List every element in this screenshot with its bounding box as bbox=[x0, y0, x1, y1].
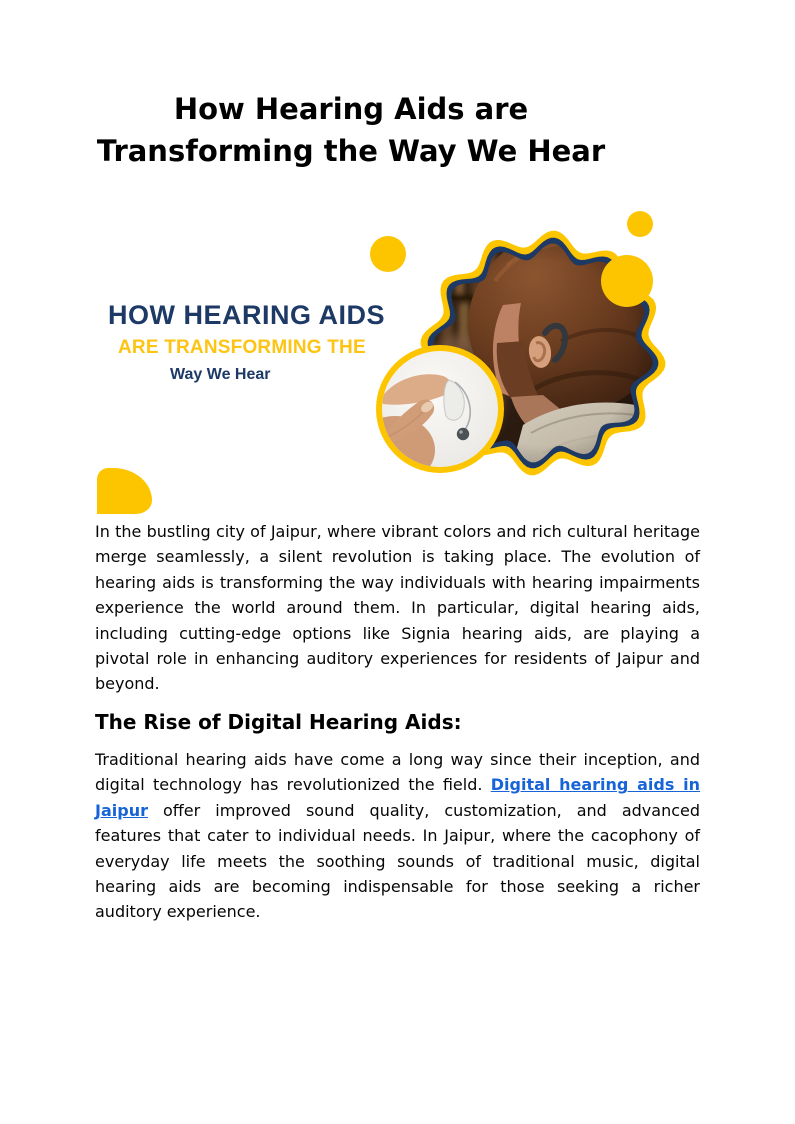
page-title-line1: How Hearing Aids are bbox=[173, 92, 529, 126]
hero-heading-line1: HOW HEARING AIDS bbox=[108, 300, 385, 330]
body-text-before-link: Traditional hearing aids have come a long way since their inception, and digital technology has revolutionized the field. bbox=[95, 750, 700, 795]
hearing-aid-receiver bbox=[457, 428, 469, 440]
digital-hearing-aids-link[interactable]: Digital hearing aids in Jaipur bbox=[95, 775, 701, 820]
yellow-dot-left bbox=[370, 236, 406, 272]
hero-heading bbox=[108, 300, 385, 384]
section-heading: The Rise of Digital Hearing Aids: bbox=[95, 710, 462, 734]
intro-paragraph: In the bustling city of Jaipur, where vibrant colors and rich cultural heritage merge seamlessly, a silent revolution is taking place. The evolution of hearing aids is transforming the way individuals with hearing impairments experience the world around them. In particular, digital hearing aids, including cutting-edge options like Signia hearing aids, are playing a pivotal role in enhancing auditory experiences for residents of Jaipur and beyond. bbox=[95, 522, 700, 694]
body-text-after-link: offer improved sound quality, customization, and advanced features that cater to individual needs. In Jaipur, where the cacophony of everyday life meets the soothing sounds of traditional music, digital hearing aids are becoming indispensable for those seeking a richer auditory experience. bbox=[95, 800, 700, 922]
yellow-corner-shape bbox=[97, 468, 152, 514]
yellow-dot-right-overlap bbox=[601, 255, 653, 307]
hearing-aid-inset-circle bbox=[373, 342, 507, 476]
page-title-line2: Transforming the Way We Hear bbox=[96, 134, 606, 168]
hero-heading-line3: Way We Hear bbox=[170, 366, 271, 383]
hero-graphic bbox=[95, 210, 700, 516]
body-paragraph bbox=[95, 747, 700, 925]
hero-heading-line2: ARE TRANSFORMING THE bbox=[118, 337, 366, 358]
page-title bbox=[97, 88, 605, 172]
